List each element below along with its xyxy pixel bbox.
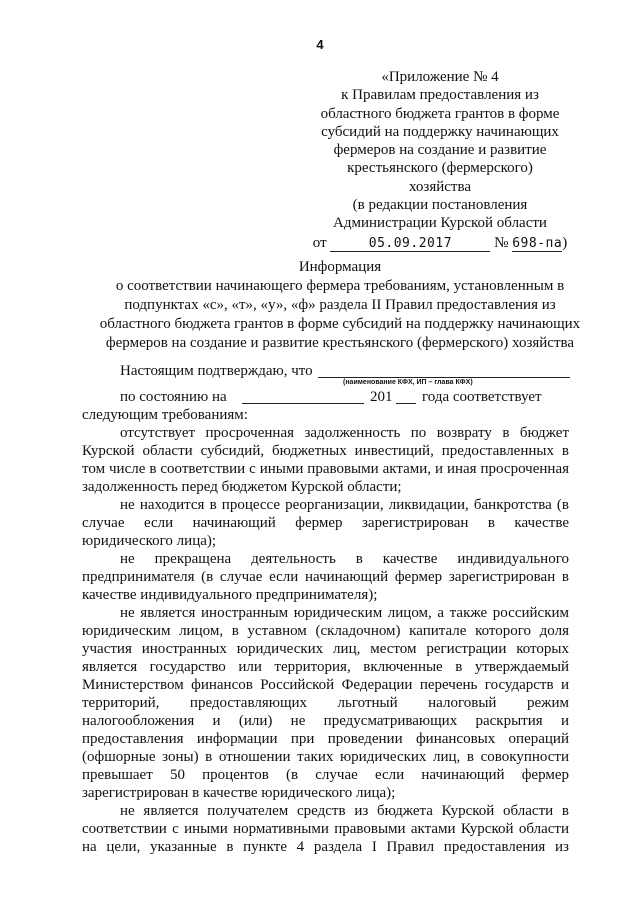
appendix-line: областного бюджета грантов в форме xyxy=(320,105,560,122)
body-text-line: не прекращена деятельность в качестве индивидуального xyxy=(120,551,569,567)
body-text-line: предпринимателя (в случае если начинающий фермер зарегистрирован в xyxy=(82,569,569,585)
body-text-line: зарегистрирован в качестве юридического лица); xyxy=(82,785,396,801)
from-label: от xyxy=(312,234,327,251)
body-text-line: не является иностранным юридическим лицом, а также российским xyxy=(120,605,569,621)
body-text-line: не является получателем средств из бюджета Курской области в xyxy=(120,803,569,819)
body-text-line: задолженность перед бюджетом Курской области; xyxy=(82,479,402,495)
title-line: фермеров на создание и развитие крестьянского (фермерского) хозяйства xyxy=(105,335,575,351)
appendix-line: Администрации Курской области xyxy=(333,215,547,232)
title-line: областного бюджета грантов в форме субсидий на поддержку начинающих xyxy=(99,316,581,332)
document-title xyxy=(60,258,620,353)
body-text-line: качестве индивидуального предпринимателя); xyxy=(82,587,378,603)
resolution-date: 05.09.2017 xyxy=(330,237,490,252)
body-text-line: случае если начинающий фермер зарегистрирован в качестве xyxy=(82,515,569,531)
body-text-line: на цели, указанные в пункте 4 раздела I Правил предоставления из xyxy=(82,839,569,855)
title-line: подпунктах «с», «т», «у», «ф» раздела II Правил предоставления из xyxy=(124,297,556,313)
body-text-line: юридического лица); xyxy=(82,533,217,549)
appendix-header xyxy=(290,68,590,252)
body-text-line: том числе в соответствии с иными правовыми актами, и иная просроченная xyxy=(82,461,569,477)
body-text-line: является государство или территория, включенные в утверждаемый xyxy=(82,659,569,675)
close-paren: ) xyxy=(562,234,568,251)
confirm-text: Настоящим подтверждаю, что xyxy=(120,363,313,379)
number-label: № xyxy=(494,234,509,251)
appendix-line: (в редакции постановления xyxy=(352,197,528,214)
body-text-line: территорий, предоставляющих льготный налоговый режим xyxy=(82,695,569,711)
year-label: 201 xyxy=(370,389,393,405)
resolution-date-line xyxy=(290,234,590,252)
appendix-line: крестьянского (фермерского) xyxy=(347,160,533,177)
appendix-line: «Приложение № 4 xyxy=(381,69,499,85)
appendix-line: субсидий на поддержку начинающих xyxy=(321,123,559,140)
compliance-suffix: года соответствует xyxy=(422,389,542,405)
entity-name-caption: (наименование КФХ, ИП – глава КФХ) xyxy=(343,379,473,386)
year-field xyxy=(396,403,416,404)
body-text-line: налогообложения и (или) не предусматривающих раскрытия и xyxy=(82,713,569,729)
date-field xyxy=(242,403,364,404)
as-of-label: по состоянию на xyxy=(120,389,227,405)
body-text-line: превышает 50 процентов (в случае если начинающий фермер xyxy=(82,767,569,783)
page-number: 4 xyxy=(316,37,324,52)
appendix-line: хозяйства xyxy=(408,178,472,195)
body-text-line: юридическим лицом, в уставном (складочном) капитале которого доля xyxy=(82,623,569,639)
entity-name-field xyxy=(318,377,570,378)
body-text-line: предоставления информации при проведении финансовых операций xyxy=(82,731,569,747)
appendix-line: к Правилам предоставления из xyxy=(341,87,539,104)
title-line: о соответствии начинающего фермера требованиям, установленным в xyxy=(115,278,565,294)
body-text-line: соответствии с иными нормативными правовыми актами Курской области xyxy=(82,821,569,837)
body-text-line: (офшорные зоны) в отношении таких юридических лиц, в совокупности xyxy=(82,749,569,765)
body-text-line: Курской области субсидий, бюджетных инвестиций, предоставленных в xyxy=(82,443,569,459)
body-text-line: следующим требованиям: xyxy=(82,407,248,423)
resolution-number: 698-па xyxy=(512,235,563,251)
body-text-line: отсутствует просроченная задолженность по возврату в бюджет xyxy=(120,425,569,441)
body-text-line: участия иностранных юридических лиц, местом регистрации которых xyxy=(82,641,569,657)
title-heading: Информация xyxy=(298,259,382,275)
body-text-line: Министерством финансов Российской Федерации перечень государств и xyxy=(82,677,569,693)
body-text-line: не находится в процессе реорганизации, ликвидации, банкротства (в xyxy=(120,497,569,513)
appendix-line: фермеров на создание и развитие xyxy=(333,142,547,159)
